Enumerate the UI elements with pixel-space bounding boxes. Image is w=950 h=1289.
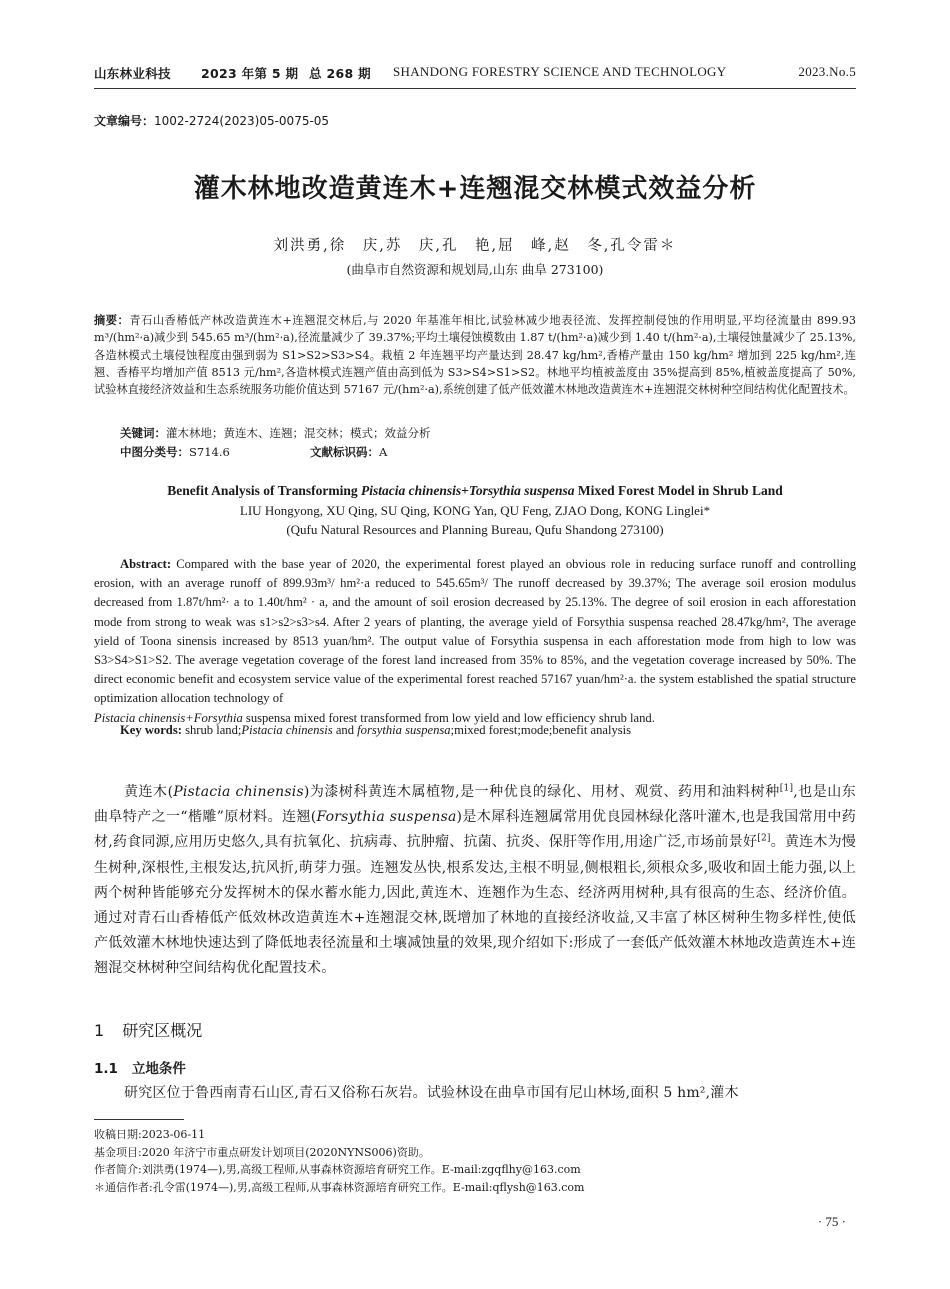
intro-e: Forsythia suspensa: [316, 809, 457, 826]
english-keywords: [120, 723, 631, 738]
section-heading-1-1: [94, 1057, 186, 1077]
footnote-received: 收稿日期:2023-06-11: [94, 1128, 206, 1141]
doc-code-label: 文献标识码：: [310, 445, 379, 459]
chinese-abstract: [94, 312, 856, 398]
author-list: 刘洪勇,徐 庆,苏 庆,孔 艳,屈 峰,赵 冬,孔令雷＊: [273, 238, 677, 254]
en-keywords-label: Key words:: [120, 723, 182, 737]
section-1-1-number: 1.1: [94, 1061, 118, 1077]
header-journal-en: SHANDONG FORESTRY SCIENCE AND TECHNOLOGY: [393, 64, 727, 79]
en-kw-3: and: [332, 723, 358, 737]
paper-title: 灌木林地改造黄连木+连翘混交林模式效益分析: [193, 174, 757, 204]
running-header: [94, 64, 856, 84]
article-number-value: 1002-2724(2023)05-0075-05: [154, 114, 330, 128]
footnote-rule: [94, 1119, 184, 1120]
article-number: [94, 112, 329, 129]
abstract-label: 摘要：: [94, 314, 130, 327]
en-abstract-label: Abstract:: [120, 557, 172, 571]
intro-paragraph: [94, 780, 856, 982]
section-1-1-paragraph: 研究区位于鲁西南青石山区,青石又俗称石灰岩。试验林设在曲阜市国有尼山林场,面积 5 hm²,灌木: [124, 1085, 739, 1101]
citation-1[interactable]: [1]: [779, 783, 794, 794]
section-1-number: 1: [94, 1021, 105, 1040]
footnote-author: 作者简介:刘洪勇(1974—),男,高级工程师,从事森林资源培育研究工作。E-mail:zgqflhy@163.com: [94, 1163, 581, 1176]
en-kw-4: forsythia suspensa: [357, 723, 451, 737]
en-abstract-tail-italic: Pistacia chinensis+Forsythia: [94, 710, 243, 725]
footnote-fund: 基金项目:2020 年济宁市重点研发计划项目(2020NYNS006)资助。: [94, 1145, 430, 1159]
header-total-cn: 总 268 期: [309, 66, 371, 81]
english-affiliation: (Qufu Natural Resources and Planning Bureau, Qufu Shandong 273100): [286, 522, 664, 537]
header-rule: [94, 88, 856, 89]
header-issue-cn: 2023 年第 5 期: [201, 66, 299, 81]
article-number-label: 文章编号：: [94, 114, 155, 128]
affiliation: (曲阜市自然资源和规划局,山东 曲阜 273100): [346, 262, 604, 277]
english-authors: LIU Hongyong, XU Qing, SU Qing, KONG Yan, QU Feng, ZJAO Dong, KONG Linglei*: [239, 503, 711, 518]
en-title-plus: +: [461, 483, 469, 498]
en-title-species2: Torsythia suspensa: [468, 483, 575, 498]
clc-value: S714.6: [189, 445, 230, 459]
footnotes: [94, 1126, 856, 1196]
en-kw-5: ;mixed forest;mode;benefit analysis: [450, 723, 632, 737]
en-title-post: Mixed Forest Model in Shrub Land: [574, 483, 783, 498]
en-abstract-tail: suspensa mixed forest transformed from low yield and low efficiency shrub land.: [242, 710, 655, 725]
doc-code-value: A: [379, 445, 388, 459]
keywords-value: 灌木林地；黄连木、连翘；混交林；模式；效益分析: [166, 426, 431, 440]
page-number: · 75 ·: [817, 1214, 846, 1229]
doc-code: [310, 444, 387, 460]
section-heading-1: [94, 1018, 202, 1041]
intro-g: 。黄连木为慢生树种,深根性,主根发达,抗风折,萌芽力强。连翘发丛快,根系发达,主根不明显,侧根粗长,须根众多,吸收和固土能力强,以上两个树种皆能够充分发挥树木的保水蓄水能力,因此,黄连木、连翘作为生态、经济两用树种,具有很高的生态、经济价值。通过对青石山香椿低产低效林改造黄连木+连翘混交林,既增加了林地的直接经济收益,又丰富了林区树种生物多样性,使低产低效灌木林地快速达到了降低地表径流量和土壤减蚀量的效果,现介绍如下:形成了一套低产低效灌木林地改造黄连木+连翘混交林树种空间结构优化配置技术。: [94, 834, 857, 977]
en-abstract-text: Compared with the base year of 2020, the experimental forest played an obvious role in reducing surface runoff and controlling erosion, with an average runoff of 899.93m³/ hm²·a reduced to 545.65m³/ The runoff decreased by 39.37%; The average soil erosion modulus decreased from 1.87t/hm²· a to 1.40t/hm² · a, and the amount of soil erosion decreased by 25.13%. The degree of soil erosion in each afforestation mode from strong to weak was s1>s2>s3>s4. After 2 years of planting, the average yield of Forsythia suspensa reached 28.47kg/hm², The average yield of Toona sinensis increased by 8513 yuan/hm². The output value of Forsythia suspensa in each afforestation mode from high to low was S3>S4>S1>S2. The average vegetation coverage of the forest land increased from 35% to 85%, and the vegetation coverage increased by 50%. The direct economic benefit and ecosystem service value of the experimental forest reached 57167 yuan/hm²·a. the system established the spatial structure optimization allocation technology of: [94, 557, 857, 706]
intro-d: ,也是山东曲阜特产之一“楷雕”原材料。连翘(: [94, 784, 856, 826]
intro-c: )为漆树科黄连木属植物,是一种优良的绿化、用材、观赏、药用和油料树种: [303, 784, 780, 800]
classification: [120, 444, 388, 460]
keywords: [120, 425, 431, 441]
intro-a: 黄连木(: [124, 784, 174, 800]
section-1-title: 研究区概况: [122, 1021, 203, 1040]
citation-2[interactable]: [2]: [757, 833, 771, 844]
english-abstract: [94, 555, 856, 728]
keywords-label: 关键词：: [120, 426, 166, 440]
footnote-corresponding: ＊通信作者:孔令雷(1974—),男,高级工程师,从事森林资源培育研究工作。E-mail:qflysh@163.com: [94, 1180, 585, 1194]
intro-f: )是木犀科连翘属常用优良园林绿化落叶灌木,也是我国常用中药材,药食同源,应用历史悠久,具有抗氧化、抗病毒、抗肿瘤、抗菌、抗炎、保肝等作用,用途广泛,市场前景好: [94, 809, 856, 851]
en-kw-1: shrub land;: [181, 723, 242, 737]
header-journal-cn: 山东林业科技: [94, 66, 171, 81]
en-kw-2: Pistacia chinensis: [241, 723, 333, 737]
header-issue-en: 2023.No.5: [798, 64, 856, 79]
abstract-text: 青石山香椿低产林改造黄连木+连翘混交林后,与 2020 年基准年相比,试验林减少地表径流、发挥控制侵蚀的作用明显,平均径流量由 899.93 m³/(hm²·a)减少到 545.65 m³/(hm²·a),径流量减少了 39.37%;平均土壤侵蚀模数由 1.87 t/(hm²·a)减少到 1.40 t/(hm²·a),土壤侵蚀量减少了 25.13%,各造林模式土壤侵蚀程度由强到弱为 S1>S2>S3>S4。栽植 2 年连翘平均产量达到 28.47 kg/hm²,香椿产量由 150 kg/hm² 增加到 225 kg/hm²,连翘、香椿平均增加产值 8513 元/hm²,各造林模式连翘产值由高到低为 S3>S4>S1>S2。林地平均植被盖度由 35%提高到 85%,植被盖度提高了 50%,试验林直接经济效益和生态系统服务功能价值达到 57167 元/(hm²·a),系统创建了低产低效灌木林地改造黄连木+连翘混交林树种空间结构优化配置技术。: [94, 314, 856, 397]
en-title-species1: Pistacia chinensis: [360, 483, 462, 498]
intro-b: Pistacia chinensis: [173, 784, 304, 800]
en-title-pre: Benefit Analysis of Transforming: [167, 483, 361, 498]
english-title: [0, 483, 950, 499]
clc-label: 中图分类号：: [120, 445, 189, 459]
section-1-1-title: 立地条件: [131, 1061, 186, 1077]
